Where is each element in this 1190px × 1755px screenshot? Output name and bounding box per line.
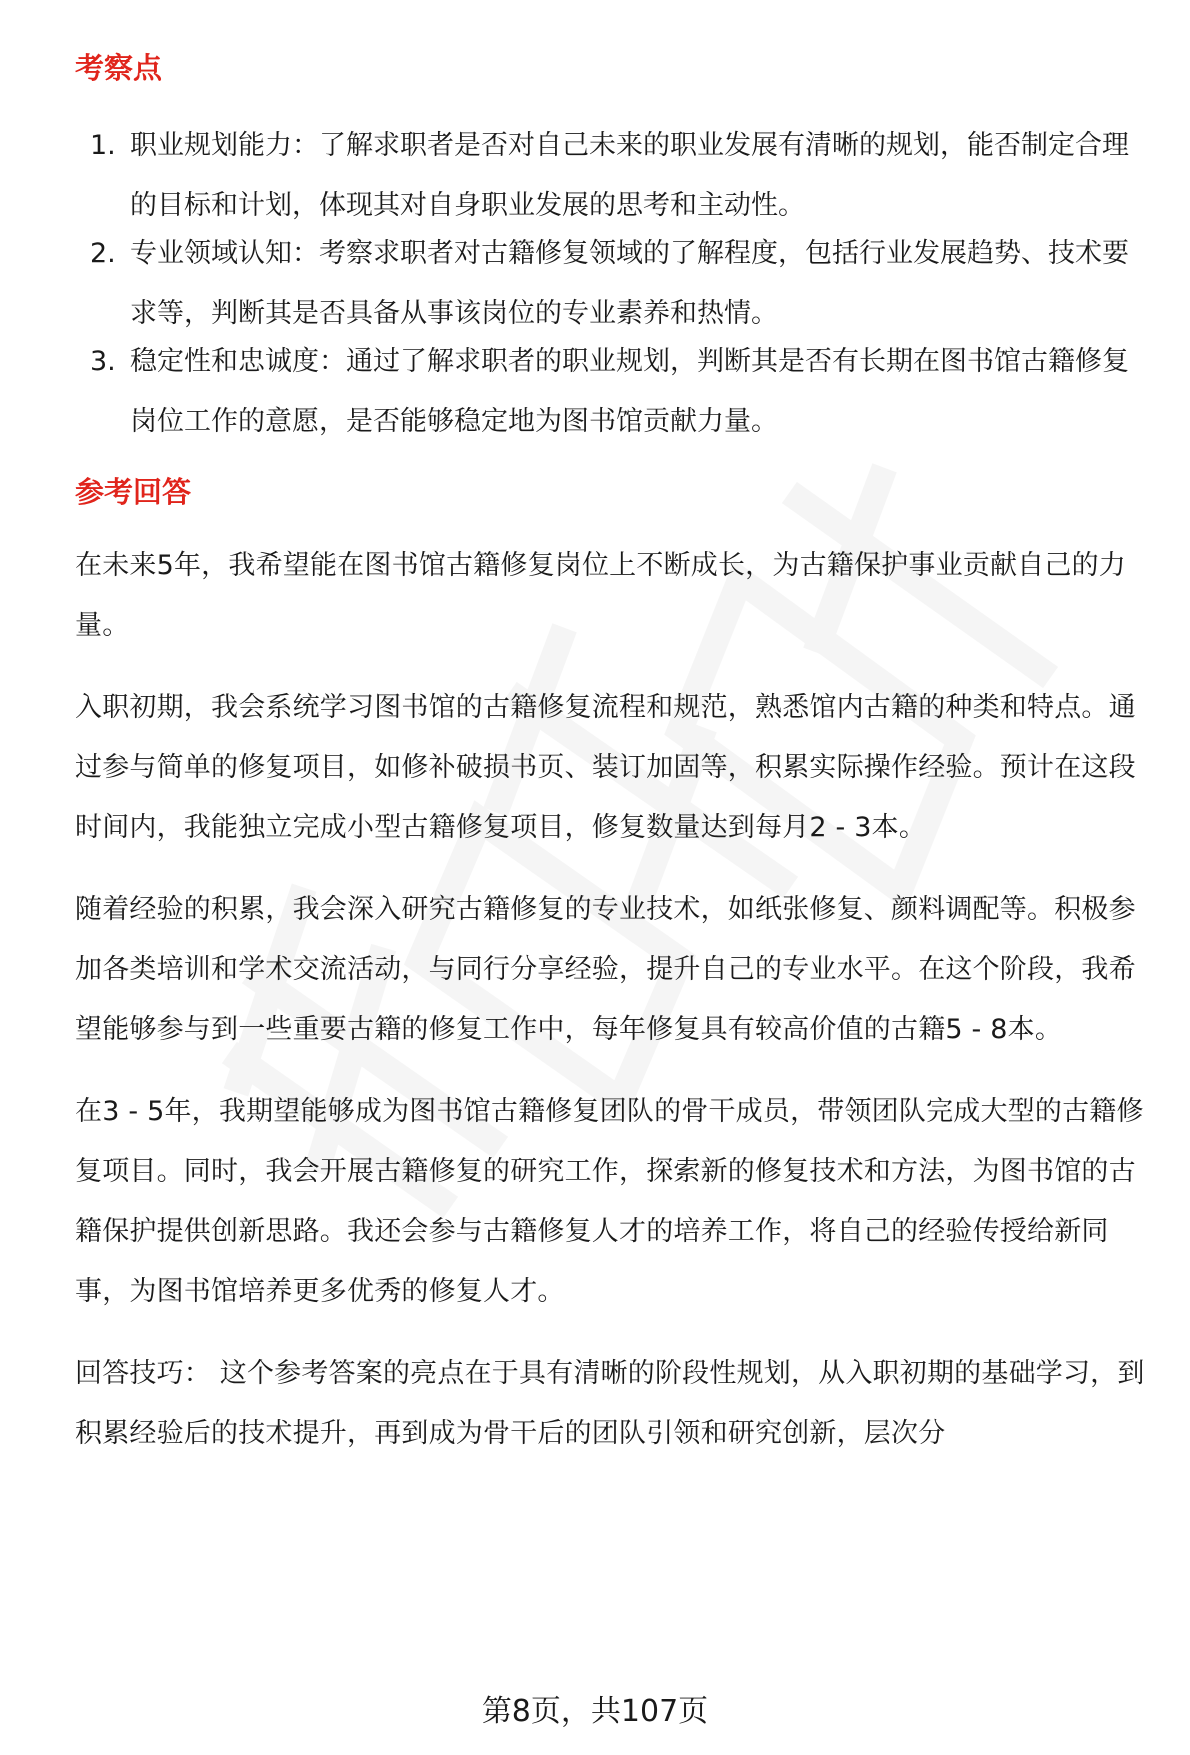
answer-paragraph: 随着经验的积累，我会深入研究古籍修复的专业技术，如纸张修复、颜料调配等。积极参加各类培训和学术交流活动，与同行分享经验，提升自己的专业水平。在这个阶段，我希望能够参与到一些重要古籍的修复工作中，每年修复具有较高价值的古籍5 - 8本。 <box>75 894 1136 1045</box>
points-heading: 考察点 <box>75 51 163 85</box>
document-body <box>75 48 1155 1464</box>
list-number: 3. <box>90 346 116 377</box>
answer-tips-paragraph: 回答技巧： 这个参考答案的亮点在于具有清晰的阶段性规划，从入职初期的基础学习，到积累经验后的技术提升，再到成为骨干后的团队引领和研究创新，层次分 <box>75 1358 1145 1449</box>
list-number: 2. <box>90 238 116 269</box>
page-number: 第8页，共107页 <box>481 1694 709 1729</box>
answer-paragraph: 在未来5年，我希望能在图书馆古籍修复岗位上不断成长，为古籍保护事业贡献自己的力量。 <box>75 550 1126 641</box>
list-item <box>75 116 1155 236</box>
list-text: 职业规划能力：了解求职者是否对自己未来的职业发展有清晰的规划，能否制定合理的目标和计划，体现其对自身职业发展的思考和主动性。 <box>130 130 1129 221</box>
list-text: 专业领域认知：考察求职者对古籍修复领域的了解程度，包括行业发展趋势、技术要求等，判断其是否具备从事该岗位的专业素养和热情。 <box>130 238 1129 329</box>
list-item <box>75 332 1155 452</box>
list-item <box>75 224 1155 344</box>
list-number: 1. <box>90 130 116 161</box>
points-list <box>75 116 1155 452</box>
list-text: 稳定性和忠诚度：通过了解求职者的职业规划，判断其是否有长期在图书馆古籍修复岗位工作的意愿，是否能够稳定地为图书馆贡献力量。 <box>130 346 1129 437</box>
answer-paragraph: 入职初期，我会系统学习图书馆的古籍修复流程和规范，熟悉馆内古籍的种类和特点。通过参与简单的修复项目，如修补破损书页、装订加固等，积累实际操作经验。预计在这段时间内，我能独立完成小型古籍修复项目，修复数量达到每月2 - 3本。 <box>75 692 1136 843</box>
answer-heading: 参考回答 <box>75 475 192 509</box>
answer-paragraph: 在3 - 5年，我期望能够成为图书馆古籍修复团队的骨干成员，带领团队完成大型的古籍修复项目。同时，我会开展古籍修复的研究工作，探索新的修复技术和方法，为图书馆的古籍保护提供创新思路。我还会参与古籍修复人才的培养工作，将自己的经验传授给新同事，为图书馆培养更多优秀的修复人才。 <box>75 1096 1144 1307</box>
